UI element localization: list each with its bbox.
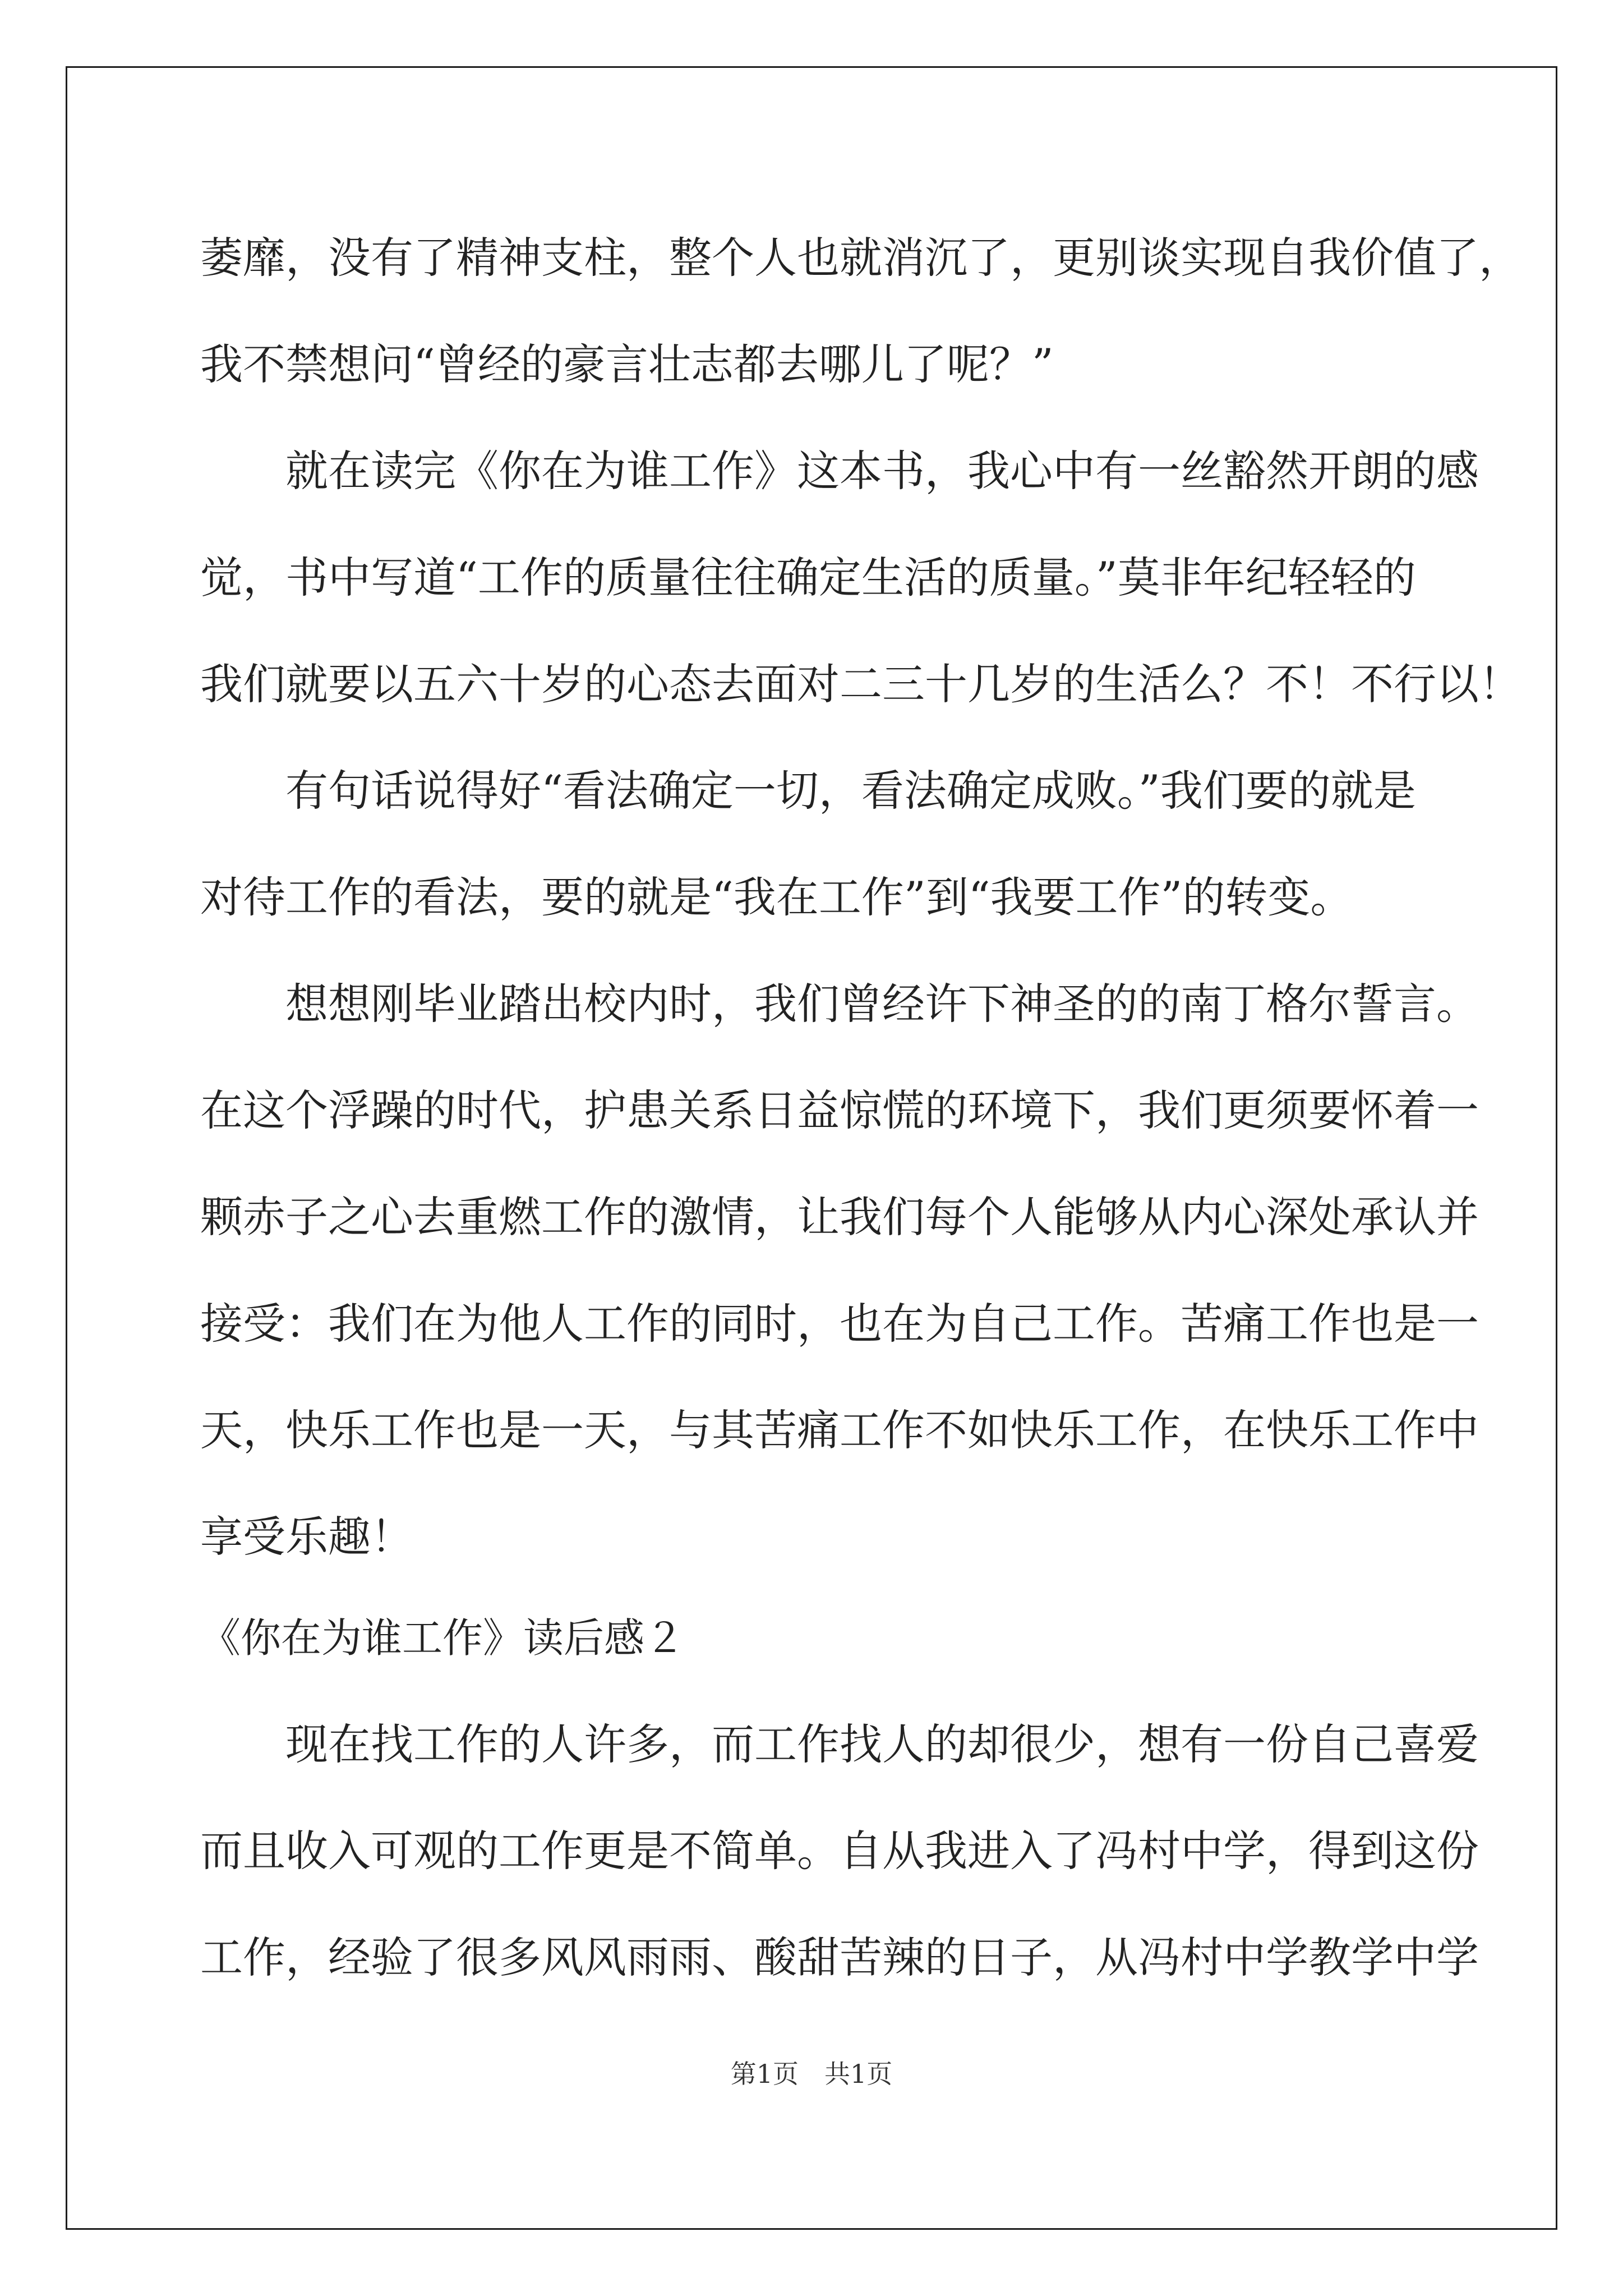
- page-number: 第1页: [730, 2059, 799, 2089]
- text-line: 颗赤子之心去重燃工作的激情，让我们每个人能够从内心深处承认并: [200, 1192, 1479, 1242]
- paragraph-start-line: 现在找工作的人许多，而工作找人的却很少，想有一份自己喜爱: [200, 1719, 1479, 1769]
- text-line: 对待工作的看法，要的就是“我在工作”到“我要工作”的转变。: [200, 872, 1353, 922]
- text-line: 在这个浮躁的时代，护患关系日益惊慌的环境下，我们更须要怀着一: [200, 1085, 1479, 1135]
- section-heading: 《你在为谁工作》读后感２: [200, 1614, 685, 1662]
- paragraph-start-line: 就在读完《你在为谁工作》这本书，我心中有一丝豁然开朗的感: [200, 446, 1479, 496]
- text-line: 天，快乐工作也是一天，与其苦痛工作不如快乐工作，在快乐工作中: [200, 1405, 1479, 1455]
- paragraph-start-line: 想想刚毕业踏出校内时，我们曾经许下神圣的的南丁格尔誓言。: [200, 979, 1479, 1029]
- text-line: 萎靡，没有了精神支柱，整个人也就消沉了，更别谈实现自我价值了，: [200, 233, 1521, 283]
- text-line: 享受乐趣！: [200, 1512, 413, 1562]
- page-footer: [0, 2057, 1623, 2091]
- paragraph-start-line: 有句话说得好“看法确定一切，看法确定成败。”我们要的就是: [200, 766, 1416, 816]
- text-line: 工作，经验了很多风风雨雨、酸甜苦辣的日子，从冯村中学教学中学: [200, 1932, 1479, 1982]
- text-line: 觉，书中写道“工作的质量往往确定生活的质量。”莫非年纪轻轻的: [200, 553, 1416, 602]
- text-line: 接受：我们在为他人工作的同时，也在为自己工作。苦痛工作也是一: [200, 1299, 1479, 1349]
- text-line: 我们就要以五六十岁的心态去面对二三十几岁的生活么？不！不行以！: [200, 659, 1521, 709]
- text-line: 而且收入可观的工作更是不简单。自从我进入了冯村中学，得到这份: [200, 1826, 1479, 1876]
- text-line: 我不禁想问“曾经的豪言壮志都去哪儿了呢？”: [200, 339, 1054, 389]
- page-total: 共1页: [824, 2059, 893, 2089]
